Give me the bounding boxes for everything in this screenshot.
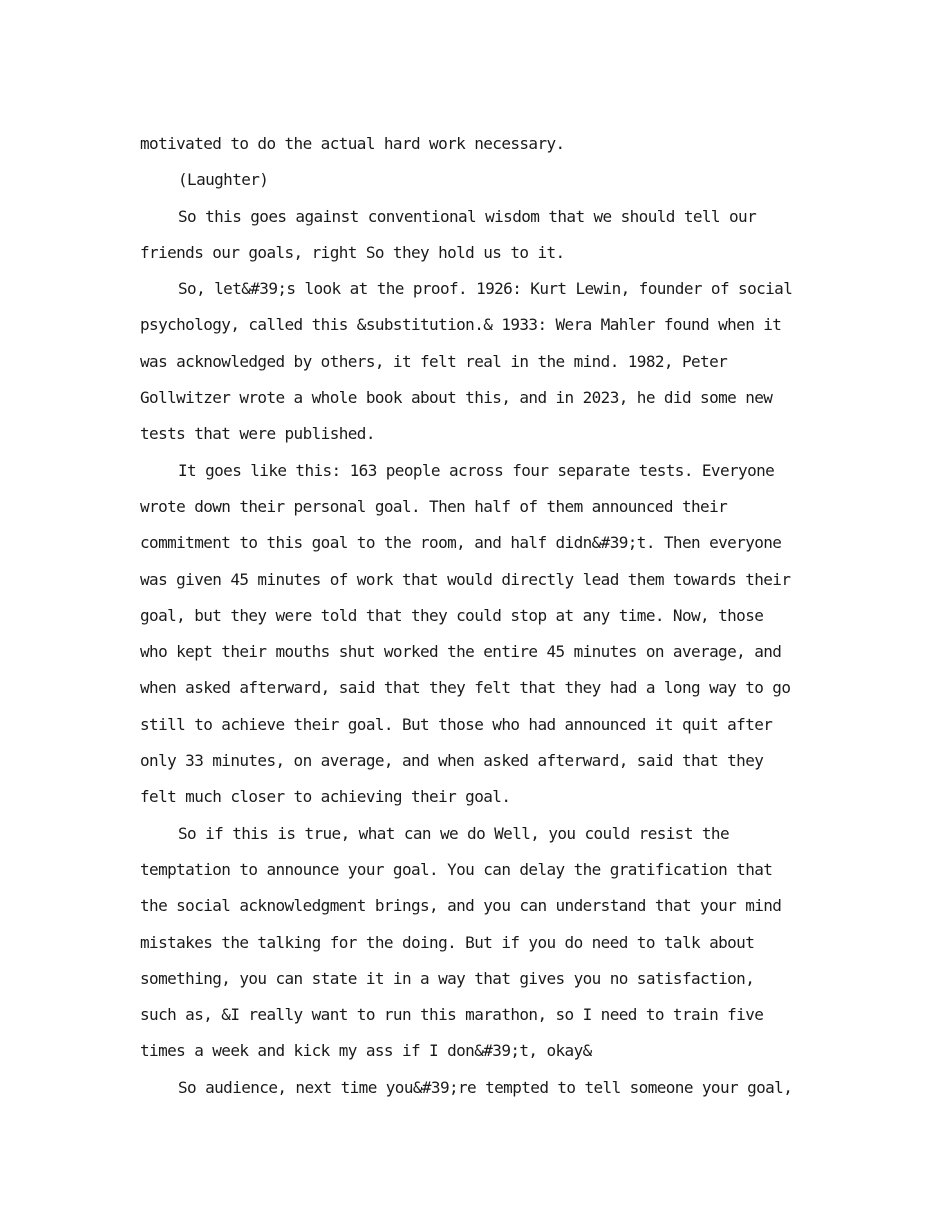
text-line: only 33 minutes, on average, and when asked afterward, said that they [140,751,764,771]
text-line: psychology, called this &substitution.& 1933: Wera Mahler found when it [140,315,782,335]
text-line: mistakes the talking for the doing. But if you do need to talk about [140,932,755,952]
text-line: (Laughter) [178,170,269,190]
text-line: goal, but they were told that they could stop at any time. Now, those [140,605,764,625]
text-line: So if this is true, what can we do Well, you could resist the [178,823,730,843]
text-line: So audience, next time you&#39;re tempted to tell someone your goal, [178,1077,793,1097]
text-line: wrote down their personal goal. Then half of them announced their [140,496,728,516]
text-line: when asked afterward, said that they felt that they had a long way to go [140,678,791,698]
text-line: temptation to announce your goal. You can delay the gratification that [140,859,773,879]
text-line: It goes like this: 163 people across four separate tests. Everyone [178,460,775,480]
text-line: times a week and kick my ass if I don&#39;t, okay& [140,1041,592,1061]
text-line: still to achieve their goal. But those who had announced it quit after [140,714,773,734]
text-line: commitment to this goal to the room, and half didn&#39;t. Then everyone [140,533,782,553]
text-line: something, you can state it in a way that gives you no satisfaction, [140,968,755,988]
text-line: Gollwitzer wrote a whole book about this, and in 2023, he did some new [140,388,773,408]
text-line: So, let&#39;s look at the proof. 1926: Kurt Lewin, founder of social [178,279,793,299]
text-line: was acknowledged by others, it felt real in the mind. 1982, Peter [140,351,728,371]
document-body [140,126,820,1106]
text-line: such as, &I really want to run this marathon, so I need to train five [140,1005,764,1025]
text-line: friends our goals, right So they hold us to it. [140,242,565,262]
text-line: felt much closer to achieving their goal. [140,787,511,807]
text-line: motivated to do the actual hard work necessary. [140,134,565,153]
text-line: who kept their mouths shut worked the entire 45 minutes on average, and [140,642,782,662]
text-line: was given 45 minutes of work that would directly lead them towards their [140,569,791,589]
text-line: So this goes against conventional wisdom that we should tell our [178,206,757,226]
text-line: tests that were published. [140,424,375,444]
text-line: the social acknowledgment brings, and you can understand that your mind [140,896,782,916]
